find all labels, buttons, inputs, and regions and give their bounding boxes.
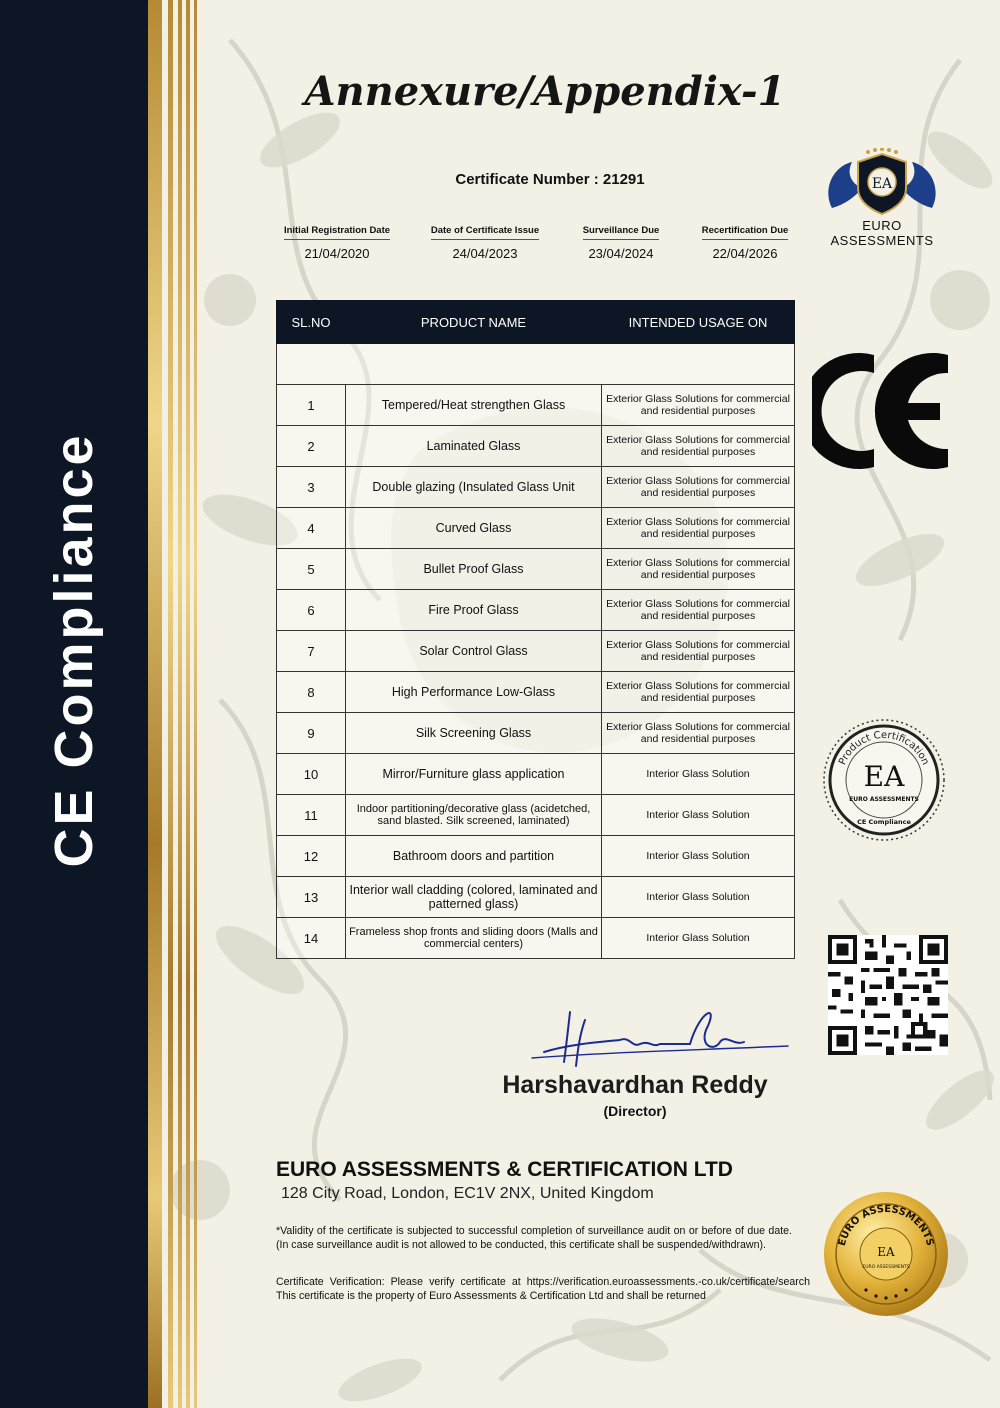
cell-product: High Performance Low-Glass (346, 672, 602, 713)
cell-product: Frameless shop fronts and sliding doors (Malls and commercial centers) (346, 918, 602, 959)
cell-usage: Interior Glass Solution (602, 754, 795, 795)
date-label: Recertification Due (702, 225, 789, 240)
cell-slno: 6 (277, 590, 346, 631)
cell-slno: 1 (277, 385, 346, 426)
cell-usage: Exterior Glass Solutions for commercial and residential purposes (602, 713, 795, 754)
table-row (277, 877, 795, 918)
date-label: Date of Certificate Issue (431, 225, 539, 240)
seal-top-text: Product Certification (837, 729, 931, 767)
seal-name-text: EURO ASSESSMENTS (849, 796, 919, 803)
validity-note: *Validity of the certificate is subjected to successful completion of surveillance audit on or before of due date.(In case surveillance audit is not allowed to be conducted, this certificate shall be suspended/withdrawn). (276, 1225, 792, 1251)
table-row (277, 549, 795, 590)
side-title: CE Compliance (44, 432, 104, 868)
col-header-usage: INTENDED USAGE ON (602, 301, 795, 344)
gold-seal-emblem-text: EA (877, 1245, 895, 1259)
table-row (277, 508, 795, 549)
cell-product: Tempered/Heat strengthen Glass (346, 385, 602, 426)
euro-assessments-crest-icon (812, 148, 952, 218)
cell-product: Fire Proof Glass (346, 590, 602, 631)
cell-slno: 11 (277, 795, 346, 836)
gold-seal-icon (822, 1190, 950, 1318)
table-row (277, 467, 795, 508)
product-certification-seal-icon (822, 718, 946, 842)
cell-slno: 8 (277, 672, 346, 713)
table-row (277, 426, 795, 467)
cell-slno: 5 (277, 549, 346, 590)
cell-slno: 4 (277, 508, 346, 549)
date-value: 24/04/2023 (452, 246, 518, 261)
cell-slno: 12 (277, 836, 346, 877)
col-header-product: PRODUCT NAME (346, 301, 602, 344)
cell-usage: Interior Glass Solution (602, 836, 795, 877)
cell-usage: Exterior Glass Solutions for commercial and residential purposes (602, 508, 795, 549)
cell-slno: 13 (277, 877, 346, 918)
gold-stripe (168, 0, 173, 1408)
table-row (277, 754, 795, 795)
cell-product: Indoor partitioning/decorative glass (acidetched, sand blasted. Silk screened, laminated) (346, 795, 602, 836)
seal-emblem-text: EA (863, 760, 905, 793)
cell-usage: Exterior Glass Solutions for commercial and residential purposes (602, 590, 795, 631)
cell-product: Laminated Glass (346, 426, 602, 467)
cell-product: Curved Glass (346, 508, 602, 549)
table-row (277, 713, 795, 754)
signature-icon (530, 1000, 790, 1075)
date-label: Surveillance Due (583, 225, 660, 240)
products-table (276, 300, 795, 959)
cell-usage: Interior Glass Solution (602, 918, 795, 959)
cell-product: Bullet Proof Glass (346, 549, 602, 590)
seal-bottom-text: CE Compliance (857, 818, 911, 826)
cell-usage: Exterior Glass Solutions for commercial and residential purposes (602, 631, 795, 672)
cell-usage: Interior Glass Solution (602, 795, 795, 836)
cell-slno: 7 (277, 631, 346, 672)
cell-product: Silk Screening Glass (346, 713, 602, 754)
date-initial-registration (276, 220, 398, 261)
gold-stripe (148, 0, 162, 1408)
cell-usage: Exterior Glass Solutions for commercial and residential purposes (602, 549, 795, 590)
cell-slno: 3 (277, 467, 346, 508)
cell-usage: Exterior Glass Solutions for commercial and residential purposes (602, 467, 795, 508)
gold-stripe (194, 0, 197, 1408)
cell-slno: 9 (277, 713, 346, 754)
cell-usage: Exterior Glass Solutions for commercial and residential purposes (602, 385, 795, 426)
page-title: Annexure/Appendix-1 (304, 68, 786, 115)
cell-slno: 2 (277, 426, 346, 467)
qr-code-icon (828, 935, 948, 1055)
gold-seal-name-text: EURO ASSESSMENTS (862, 1265, 910, 1270)
date-certificate-issue (422, 220, 548, 261)
date-label: Initial Registration Date (284, 225, 390, 240)
company-address: 128 City Road, London, EC1V 2NX, United Kingdom (281, 1185, 654, 1202)
company-name: EURO ASSESSMENTS & CERTIFICATION LTD (276, 1158, 733, 1181)
cell-product: Double glazing (Insulated Glass Unit (346, 467, 602, 508)
date-value: 23/04/2024 (588, 246, 654, 261)
date-surveillance-due (572, 220, 670, 261)
certificate-number: Certificate Number : 21291 (455, 171, 645, 188)
gold-stripe (186, 0, 190, 1408)
cell-slno: 14 (277, 918, 346, 959)
logo-wordmark: EURO ASSESSMENTS (830, 218, 934, 248)
signer-role: (Director) (603, 1103, 667, 1119)
table-row (277, 385, 795, 426)
verification-note: Certificate Verification: Please verify certificate at https://verification.euroassessments.-co.uk/certificate/search This certificate is the property of Euro Assessments & Certification Ltd and shall be returned (276, 1276, 810, 1302)
table-row (277, 918, 795, 959)
gold-stripe (178, 0, 182, 1408)
table-row (277, 672, 795, 713)
table-row (277, 836, 795, 877)
col-header-slno: SL.NO (277, 301, 346, 344)
ce-mark-icon (812, 345, 952, 475)
crest-emblem-text: EA (871, 176, 893, 192)
cell-usage: Interior Glass Solution (602, 877, 795, 918)
cell-usage: Exterior Glass Solutions for commercial and residential purposes (602, 426, 795, 467)
date-recertification-due (692, 220, 798, 261)
date-value: 21/04/2020 (304, 246, 370, 261)
cell-slno: 10 (277, 754, 346, 795)
cell-usage: Exterior Glass Solutions for commercial and residential purposes (602, 672, 795, 713)
signer-name: Harshavardhan Reddy (502, 1071, 768, 1099)
cell-product: Solar Control Glass (346, 631, 602, 672)
table-row (277, 590, 795, 631)
cell-product: Bathroom doors and partition (346, 836, 602, 877)
date-value: 22/04/2026 (712, 246, 778, 261)
table-row (277, 631, 795, 672)
table-row (277, 795, 795, 836)
cell-product: Mirror/Furniture glass application (346, 754, 602, 795)
cell-product: Interior wall cladding (colored, laminated and patterned glass) (346, 877, 602, 918)
gold-seal-top-text: EURO ASSESSMENTS (836, 1203, 936, 1248)
